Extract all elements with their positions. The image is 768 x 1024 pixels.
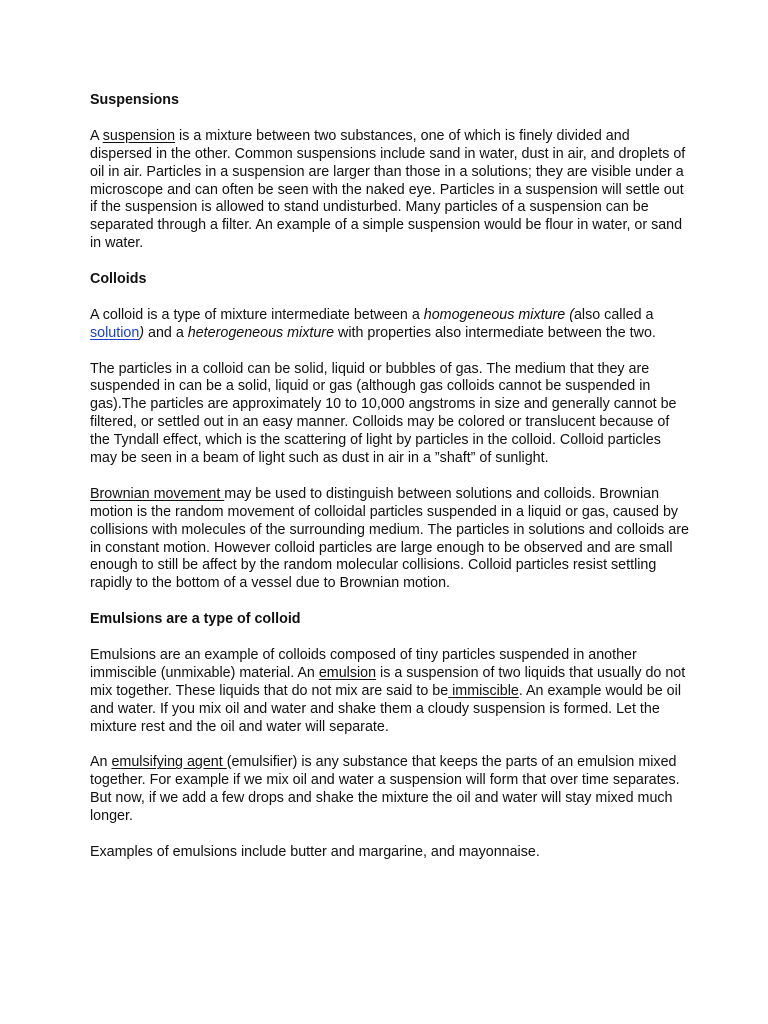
text-fragment: may be used to distinguish between solutions and colloids. Brownian motion is the random movement of colloidal particles suspended in a liquid or gas, caused by collisions with molecules of the surrounding medium. The particles in solutions and colloids are in constant motion. However colloid particles are large enough to be observed and are small enough to still be affect by the random molecular collisions. Colloid particles resist settling rapidly to the bottom of a vessel due to Brownian motion. — [90, 485, 689, 592]
text-fragment: also called a — [573, 306, 654, 323]
text-fragment: ) — [139, 324, 145, 341]
paragraph-brownian-movement — [90, 486, 690, 593]
paragraph-colloid-particles: The particles in a colloid can be solid, liquid or bubbles of gas. The medium that they are suspended in can be a solid, liquid or gas (although gas colloids cannot be suspended in gas).The particles are approximately 10 to 10,000 angstroms in size and generally cannot be filtered, or settled out in an easy manner. Colloids may be colored or translucent because of the Tyndall effect, which is the scattering of light by particles in the colloid. Colloid particles may be seen in a beam of light such as dust in air in a ”shaft” of sunlight. — [90, 360, 677, 467]
paragraph-emulsion-examples: Examples of emulsions include butter and margarine, and mayonnaise. — [90, 843, 540, 860]
text-fragment: with properties also intermediate between the two. — [334, 324, 656, 341]
term-homogeneous-mixture: homogeneous mixture ( — [423, 306, 574, 323]
text-fragment: A — [90, 127, 103, 144]
text-fragment: (emulsifier) is any substance that keeps the parts of an emulsion mixed together. For example if we mix oil and water a suspension will form that over time separates. But now, if we add a few drops and shake the mixture the oil and water will stay mixed much longer. — [90, 754, 680, 825]
text-fragment: Emulsions are an example of colloids composed of tiny particles suspended in another immiscible (unmixable) material. An — [90, 646, 637, 681]
heading-colloids: Colloids — [90, 271, 147, 288]
paragraph-colloid-definition — [90, 307, 690, 343]
text-fragment: A colloid is a type of mixture intermediate between a — [90, 306, 424, 323]
term-emulsifying-agent: emulsifying agent — [111, 754, 227, 771]
document-page — [90, 92, 690, 880]
text-fragment: and a — [144, 324, 188, 341]
term-heterogeneous-mixture: heterogeneous mixture — [187, 324, 335, 341]
solution-link[interactable]: solution — [90, 324, 140, 341]
term-brownian-movement: Brownian movement — [90, 485, 225, 502]
term-suspension: suspension — [102, 127, 176, 144]
term-emulsion: emulsion — [318, 664, 377, 681]
text-fragment: . An example would be oil and water. If you mix oil and water and shake them a cloudy suspension is formed. Let the mixture rest and the oil and water will separate. — [90, 682, 681, 735]
text-fragment: is a suspension of two liquids that usually do not mix together. These liquids that do not mix are said to be — [90, 664, 686, 699]
text-fragment: An — [90, 754, 112, 771]
paragraph-suspension-definition — [90, 128, 690, 253]
text-fragment: is a mixture between two substances, one of which is finely divided and dispersed in the other. Common suspensions include sand in water, dust in air, and droplets of oil in air. Particles in a suspension are larger than those in a solutions; they are visible under a microscope and can often be seen with the naked eye. Particles in a suspension will settle out if the suspension is allowed to stand undisturbed. Many particles of a suspension can be separated through a filter. An example of a simple suspension would be flour in water, or sand in water. — [90, 127, 686, 252]
paragraph-emulsions-definition — [90, 647, 690, 737]
paragraph-emulsifying-agent — [90, 754, 690, 826]
term-immiscible: immiscible — [448, 682, 519, 699]
heading-emulsions: Emulsions are a type of colloid — [90, 611, 301, 628]
heading-suspensions: Suspensions — [90, 92, 179, 108]
